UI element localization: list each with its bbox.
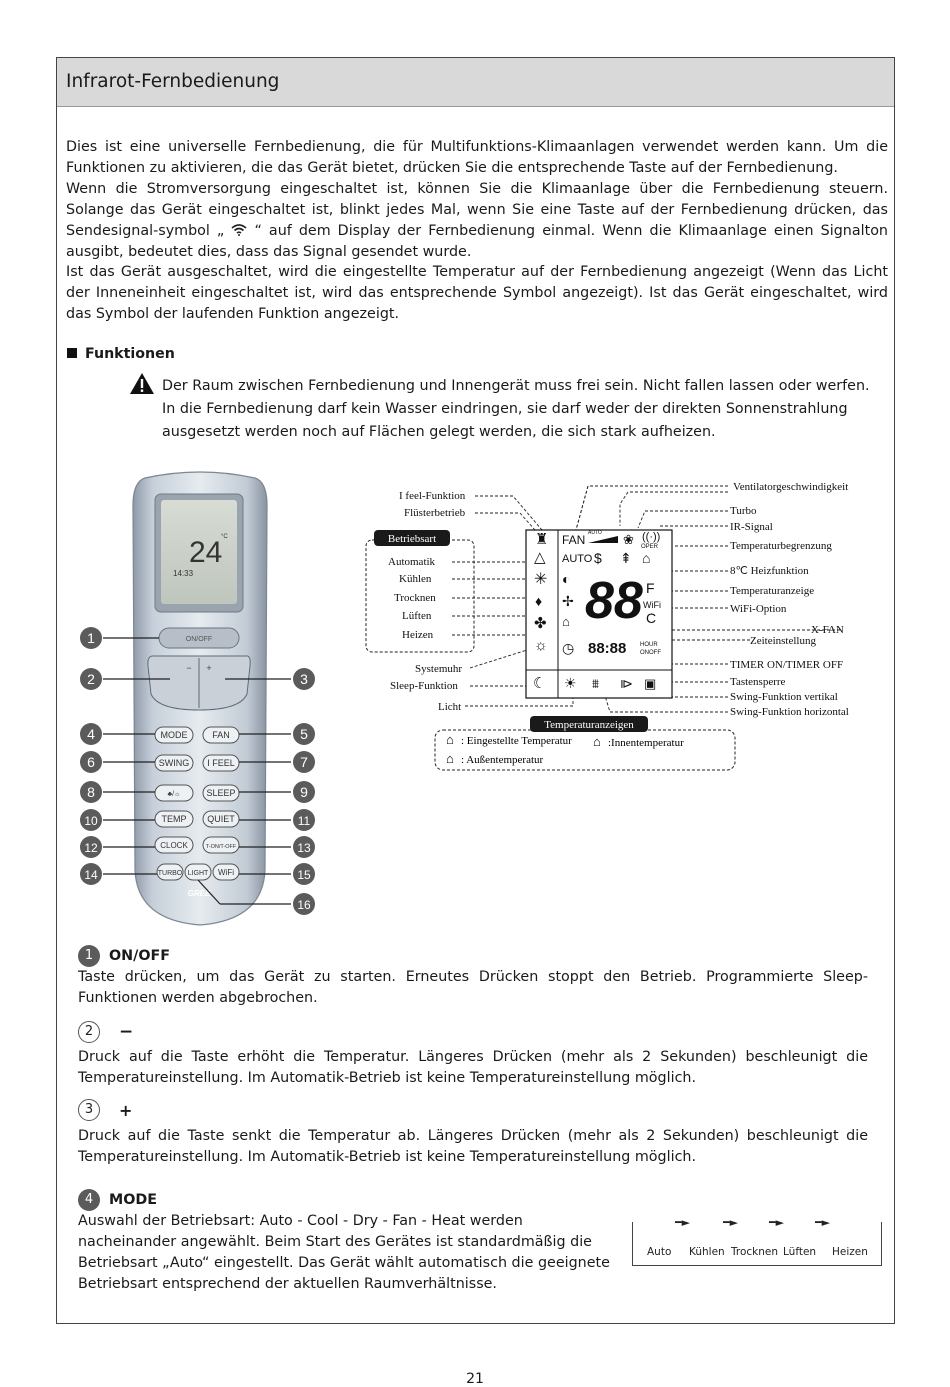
light-swing-button-label: ♣/☼	[167, 791, 181, 798]
label-cool: Kühlen	[399, 573, 432, 585]
lcd-wifi-text: WiFi	[643, 600, 661, 610]
label-turbo: Turbo	[730, 505, 757, 517]
wifi-button-label: WiFi	[218, 868, 234, 877]
callout-8: 8	[87, 784, 95, 800]
desc-4-text: Auswahl der Betriebsart: Auto - Cool - Dry - Fan - Heat werden nacheinander angewählt. Beim Start des Gerätes ist standardmäßig die Betriebsart „Auto“ eingestellt. Das Gerät wählt automatisch die geeignete Betriebsart entsprechend der aktuellen Raumverhältnisse.	[78, 1213, 610, 1292]
temp-indoor-label: :Innentemperatur	[608, 737, 684, 749]
minus-button[interactable]: −	[186, 663, 192, 673]
warning-icon	[129, 372, 155, 395]
swing-button-label: SWING	[158, 758, 190, 768]
desc-2-text: Druck auf die Taste erhöht die Temperatur. Längeres Drücken (mehr als 2 Sekunden) beschleunigt die Temperatureinstellung. Im Automatik-Betrieb ist keine Temperatureinstellung möglich.	[78, 1049, 868, 1086]
label-lock: Tastensperre	[730, 676, 786, 688]
arrow-right-icon: ━►	[769, 1216, 785, 1229]
label-heat: Heizen	[402, 629, 434, 641]
desc-2-head	[78, 1021, 133, 1043]
lcd-temp-digits: 88	[585, 572, 643, 630]
desc-3-text: Druck auf die Taste senkt die Temperatur ab. Längeres Drücken (mehr als 2 Sekunden) beschleunigt die Temperatureinstellung. Im Automatik-Betrieb ist keine Temperatureinstellung möglich.	[78, 1128, 868, 1165]
left-labels	[366, 490, 474, 713]
desc-1-text: Taste drücken, um das Gerät zu starten. Erneutes Drücken stoppt den Betrieb. Programmierte Sleep-Funktionen werden abgebrochen.	[78, 969, 868, 1006]
label-fan: Lüften	[402, 610, 432, 622]
dollar-icon: $	[594, 550, 602, 566]
remote-lcd-time: 14:33	[173, 569, 194, 578]
mode-button-label: MODE	[160, 730, 188, 740]
label-dry: Trocknen	[394, 592, 436, 604]
remote-lcd-unit: °C	[221, 534, 228, 540]
house-limit-icon: ⌂	[642, 550, 651, 566]
heat-mode-icon: ☼	[534, 637, 548, 654]
lcd-symbol-diagram	[330, 478, 870, 778]
callout-10: 10	[84, 814, 98, 828]
quiet-button-label: QUIET	[207, 814, 235, 824]
callout-2: 2	[87, 671, 95, 687]
ifeel-button-label: I FEEL	[207, 758, 235, 768]
label-timeset: Zeiteinstellung	[750, 635, 816, 647]
callout-11: 11	[297, 814, 311, 828]
page-number: 21	[466, 1371, 484, 1387]
mode-cycle-heat: Heizen	[832, 1246, 868, 1258]
label-swingh: Swing-Funktion horizontal	[730, 706, 849, 718]
intro-text	[66, 137, 888, 325]
temp-outdoor-label: : Außentemperatur	[461, 754, 544, 766]
callout-9: 9	[300, 784, 308, 800]
mode-cycle-diagram	[632, 1216, 882, 1266]
arrow-right-icon: ━►	[815, 1216, 831, 1229]
intro-paragraph-2: Wenn die Stromversorgung eingeschaltet ist, können Sie die Klimaanlage über die Fernbedienung steuern. Solange das Gerät eingeschaltet ist, blinkt jedes Mal, wenn Sie eine Taste auf der Fernbedienung drücken, das Sendesignal-symbol „ “ auf dem Display der Fernbedienung einmal. Wenn die Klimaanlage einen Signalton ausgibt, bedeutet dies, dass das Signal gesendet wurde.	[66, 180, 888, 260]
warning-line-1: Der Raum zwischen Fernbedienung und Innengerät muss frei sein. Nicht fallen lassen oder werfen.	[162, 378, 870, 394]
timer-button-label: T-ON/T-OFF	[205, 844, 237, 850]
temp-set-label: : Eingestellte Temperatur	[461, 735, 572, 747]
lcd-hour-text: HOUR	[640, 642, 658, 648]
mode-cycle-cool: Kühlen	[689, 1246, 725, 1258]
desc-3-title: +	[119, 1100, 133, 1120]
signal-icon	[231, 223, 247, 236]
label-tempdisp: Temperaturanzeige	[730, 585, 815, 597]
lcd-oper-text: OPER	[641, 544, 659, 550]
label-sleep: Sleep-Funktion	[390, 680, 458, 692]
label-mode-box: Betriebsart	[387, 533, 437, 545]
label-quiet: Flüsterbetrieb	[404, 507, 466, 519]
callout-14: 14	[84, 868, 98, 882]
label-ifeel: I feel-Funktion	[399, 490, 466, 502]
square-bullet-icon	[67, 348, 77, 358]
lcd-f-unit: F	[646, 580, 655, 596]
desc-3-number: 3	[78, 1099, 100, 1121]
temperature-display-box	[435, 716, 735, 770]
lcd-onoff-text: ONOFF	[640, 650, 661, 656]
sleep-button-label: SLEEP	[206, 788, 236, 798]
mode-cycle-auto: Auto	[647, 1246, 672, 1258]
callout-3: 3	[300, 671, 308, 687]
callout-16: 16	[297, 898, 311, 912]
section-header	[57, 58, 894, 107]
label-timer: TIMER ON/TIMER OFF	[730, 659, 844, 671]
turbo-button-label: TURBO	[157, 870, 183, 877]
heat8-icon: ◐	[562, 571, 571, 587]
auto-mode-icon: △	[534, 549, 546, 566]
fan-mode-icon: ✤	[534, 615, 547, 632]
ir-signal-icon: ((·))	[642, 531, 661, 543]
desc-2-title: −	[119, 1022, 134, 1042]
right-labels	[730, 481, 849, 718]
lcd-c-unit: C	[646, 610, 657, 626]
light-button-label: LIGHT	[187, 870, 209, 877]
clock-button-label: CLOCK	[160, 841, 188, 850]
sleep-icon: ☾	[533, 675, 547, 692]
brand-logo: GREE	[187, 889, 211, 898]
onoff-button-label: ON/OFF	[185, 636, 213, 643]
callout-15: 15	[297, 868, 311, 882]
temp-button-label: TEMP	[161, 814, 187, 824]
callout-7: 7	[300, 754, 308, 770]
label-fanspeed: Ventilatorgeschwindigkeit	[733, 481, 849, 493]
callout-5: 5	[300, 726, 308, 742]
lcd-auto-text: AUTO	[562, 553, 593, 565]
remote-lcd-temp: 24	[189, 536, 223, 569]
dry-mode-icon: ♦	[535, 593, 543, 609]
tree-icon: ⇞	[620, 550, 632, 566]
section-title: Funktionen	[85, 346, 175, 362]
fan-button-label: FAN	[212, 730, 230, 740]
house-outdoor-icon: ⌂	[446, 751, 454, 766]
label-wifi: WiFi-Option	[730, 603, 787, 615]
desc-3-head	[78, 1099, 132, 1121]
desc-1-head	[78, 945, 170, 967]
callout-12: 12	[84, 841, 98, 855]
callout-1: 1	[87, 630, 95, 646]
lock-icon: ▣	[644, 676, 657, 691]
label-clock: Systemuhr	[415, 663, 463, 675]
arrow-right-icon: ━►	[723, 1216, 739, 1229]
light-icon: ☀	[564, 675, 577, 691]
arrow-right-icon: ━►	[675, 1216, 691, 1229]
clock-icon: ◷	[562, 640, 575, 656]
lcd-auto-small: AUTO	[588, 530, 602, 536]
label-auto: Automatik	[388, 556, 436, 568]
swing-horizontal-icon: ⧐	[620, 676, 633, 691]
plus-button[interactable]: +	[206, 663, 212, 673]
temp-box-title: Temperaturanzeigen	[544, 719, 634, 731]
lcd-timer-digits: 88:88	[588, 640, 627, 657]
desc-4-number: 4	[78, 1189, 100, 1211]
remote-control-illustration	[75, 470, 325, 930]
cool-mode-icon: ✳	[534, 571, 548, 588]
warning-line-3: ausgesetzt werden noch auf Flächen gelegt werden, die sich stark aufheizen.	[162, 424, 716, 440]
desc-4-title: MODE	[109, 1192, 158, 1208]
mode-cycle-dry: Trocknen	[731, 1246, 779, 1258]
callout-13: 13	[297, 841, 311, 855]
section-functions	[67, 346, 175, 362]
ifeel-symbol-icon: ♜	[535, 531, 549, 548]
swing-vertical-icon: ⩩	[592, 676, 599, 691]
intro-paragraph-3: Ist das Gerät ausgeschaltet, wird die eingestellte Temperatur auf der Fernbedienung angezeigt (Wenn das Licht der Inneneinheit eingeschaltet ist, wird das entsprechende Symbol angezeigt). Ist das Gerät eingeschaltet, wird das Symbol der laufenden Funktion angezeigt.	[66, 264, 888, 323]
turbo-icon: ❀	[623, 532, 634, 547]
fan-mode-icon-small: ✢	[562, 593, 574, 609]
house-set-icon: ⌂	[446, 732, 454, 747]
intro-paragraph-1: Dies ist eine universelle Fernbedienung, die für Multifunktions-Klimaanlagen verwendet werden kann. Um die Funktionen zu aktivieren, die das Gerät bietet, drücken Sie die entsprechende Taste auf der Fernbedienung.	[66, 139, 888, 176]
house-indoor-icon: ⌂	[593, 734, 601, 749]
lcd-fan-text: FAN	[562, 533, 586, 547]
warning-line-2: In die Fernbedienung darf kein Wasser eindringen, sie darf weder der direkten Sonnenstrahlung	[162, 401, 848, 417]
label-xfan: X-FAN	[811, 624, 844, 636]
label-heat8: 8℃ Heizfunktion	[730, 565, 809, 577]
label-templimit: Temperaturbegrenzung	[730, 540, 832, 552]
label-swingv: Swing-Funktion vertikal	[730, 691, 838, 703]
desc-1-title: ON/OFF	[109, 948, 171, 964]
xfan-icon: ⌂	[562, 614, 570, 629]
page-title: Infrarot-Fernbedienung	[66, 71, 280, 92]
desc-1-number: 1	[78, 945, 100, 967]
callout-6: 6	[87, 754, 95, 770]
mode-cycle-fan: Lüften	[783, 1246, 817, 1258]
desc-2-number: 2	[78, 1021, 100, 1043]
callout-4: 4	[87, 726, 95, 742]
desc-4-head	[78, 1189, 157, 1211]
label-ir: IR-Signal	[730, 521, 773, 533]
label-light: Licht	[438, 701, 462, 713]
